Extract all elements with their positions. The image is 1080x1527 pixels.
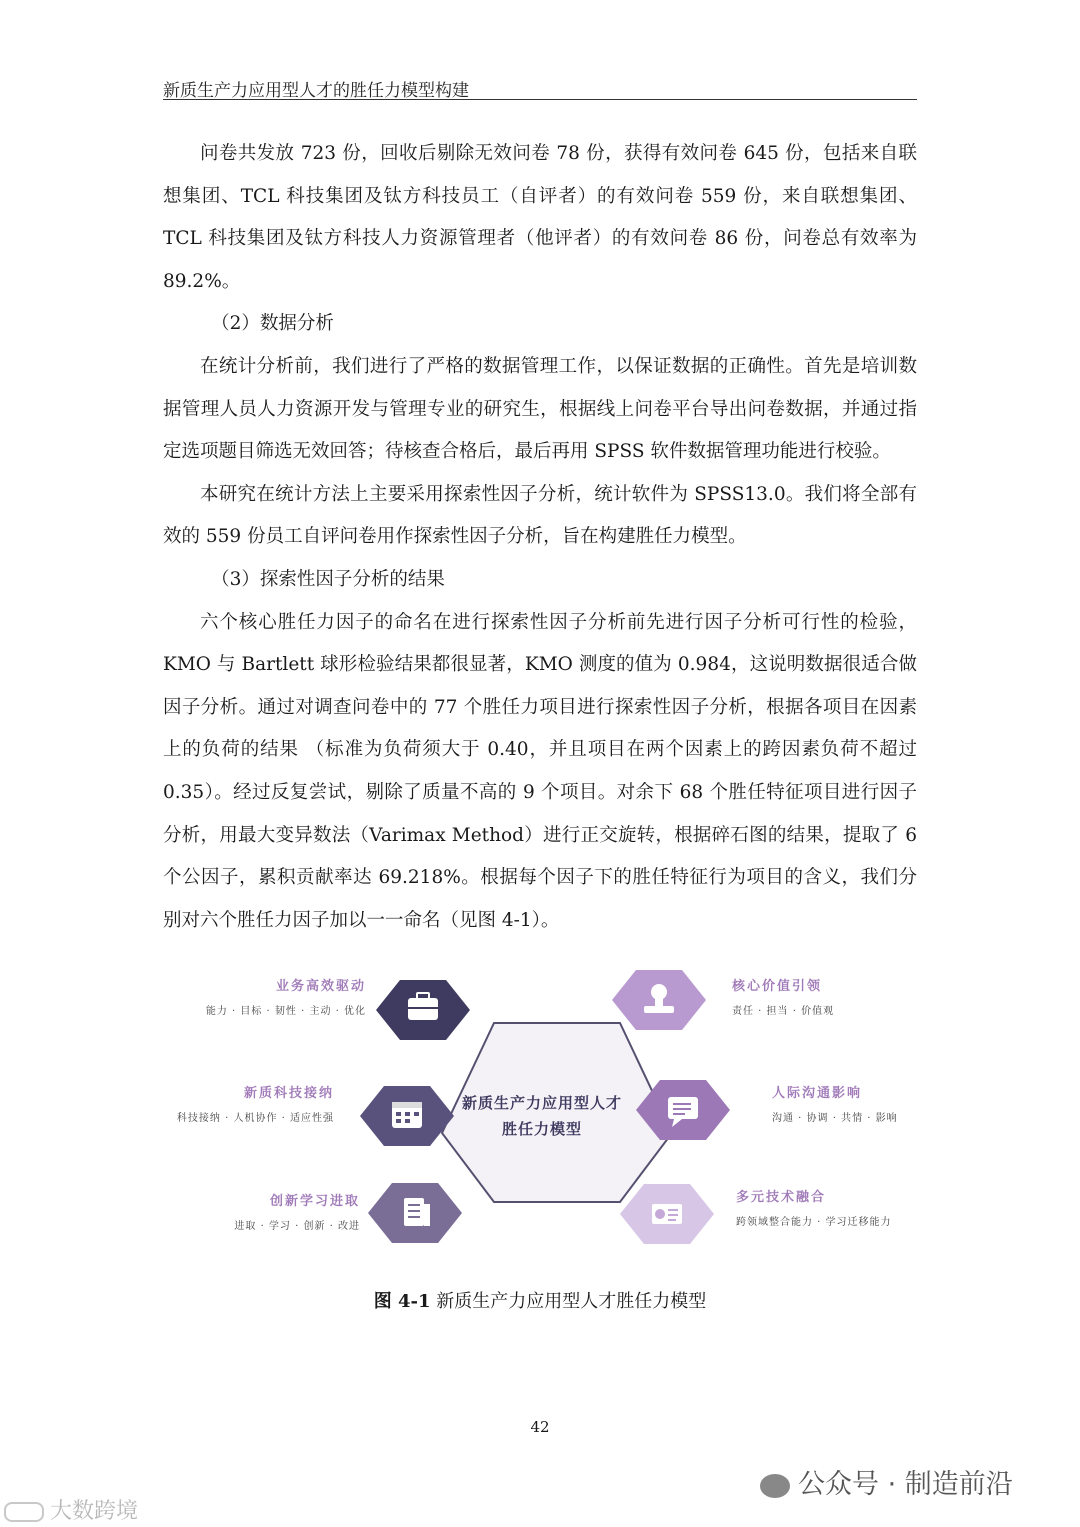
node-label-5 — [772, 1082, 898, 1124]
header-rule — [163, 99, 917, 100]
node-title-4: 核心价值引领 — [732, 979, 823, 994]
node-sub-4: 责任 · 担当 · 价值观 — [732, 1006, 835, 1017]
node-title-5: 人际沟通影响 — [772, 1086, 863, 1101]
body-text — [163, 133, 917, 942]
node-label-1 — [206, 975, 366, 1017]
node-sub-6: 跨领域整合能力 · 学习迁移能力 — [736, 1217, 892, 1228]
node-sub-3: 进取 · 学习 · 创新 · 改进 — [234, 1221, 360, 1232]
section-heading-2: （2）数据分析 — [211, 313, 334, 335]
watermark-left-text: 大数跨境 — [50, 1499, 139, 1524]
node-hex-3 — [368, 1183, 462, 1243]
figure-caption — [0, 1287, 1080, 1313]
center-label — [450, 1090, 634, 1142]
node-label-2 — [177, 1082, 334, 1124]
node-hex-6 — [620, 1184, 714, 1244]
wechat-icon — [760, 1474, 790, 1498]
node-sub-1: 能力 · 目标 · 韧性 · 主动 · 优化 — [205, 1006, 366, 1017]
node-title-1: 业务高效驱动 — [275, 979, 366, 994]
node-hex-1 — [376, 980, 470, 1040]
center-label-line2: 胜任力模型 — [501, 1120, 582, 1138]
calendar-icon — [392, 1102, 422, 1128]
watermark-logo-icon — [4, 1502, 44, 1522]
node-title-2: 新质科技接纳 — [243, 1086, 334, 1101]
paragraph-1: 问卷共发放 723 份，回收后剔除无效问卷 78 份，获得有效问卷 645 份，包括来自联想集团、TCL 科技集团及钛方科技员工（自评者）的有效问卷 559 份，来自联想集团、TCL 科技集团及钛方科技人力资源管理者（他评者）的有效问卷 86 份，问卷总有效率为 89.2%。 — [163, 143, 917, 292]
node-label-3 — [234, 1190, 360, 1232]
running-header: 新质生产力应用型人才的胜任力模型构建 — [163, 81, 469, 101]
page-number: 42 — [530, 1418, 550, 1436]
node-title-3: 创新学习进取 — [269, 1194, 360, 1209]
node-label-4 — [732, 975, 834, 1017]
paragraph-2: 在统计分析前，我们进行了严格的数据管理工作，以保证数据的正确性。首先是培训数据管理人员人力资源开发与管理专业的研究生，根据线上问卷平台导出问卷数据，并通过指定选项题目筛选无效回答；待核查合格后，最后再用 SPSS 软件数据管理功能进行校验。 — [163, 355, 917, 463]
caption-label: 图 4-1 — [373, 1291, 431, 1312]
competency-model-figure — [160, 958, 920, 1258]
node-hex-2 — [360, 1086, 454, 1146]
chart-card-icon — [652, 1204, 682, 1224]
node-label-6 — [736, 1186, 892, 1228]
section-heading-3: （3）探索性因子分析的结果 — [211, 568, 445, 590]
center-label-line1: 新质生产力应用型人才 — [461, 1094, 622, 1112]
node-sub-2: 科技接纳 · 人机协作 · 适应性强 — [176, 1113, 334, 1124]
node-title-6: 多元技术融合 — [736, 1190, 827, 1205]
paragraph-3: 本研究在统计方法上主要采用探索性因子分析，统计软件为 SPSS13.0。我们将全部有效的 559 份员工自评问卷用作探索性因子分析，旨在构建胜任力模型。 — [163, 483, 917, 548]
node-sub-5: 沟通 · 协调 · 共情 · 影响 — [772, 1113, 898, 1124]
node-hex-4 — [612, 970, 706, 1030]
paragraph-4: 六个核心胜任力因子的命名在进行探索性因子分析前先进行因子分析可行性的检验，KMO 与 Bartlett 球形检验结果都很显著，KMO 测度的值为 0.984，这说明数据很适合做因子分析。通过对调查问卷中的 77 个胜任力项目进行探索性因子分析，根据各项目在因素上的负荷的结果 （标准为负荷须大于 0.40，并且项目在两个因素上的跨因素负荷不超过 0.35）。经过反复尝试，剔除了质量不高的 9 个项目。对余下 68 个胜任特征项目进行因子分析，用最大变异数法（Varimax Method）进行正交旋转，根据碎石图的结果，提取了 6 个公因子，累积贡献率达 69.218%。根据每个因子下的胜任特征行为项目的含义，我们分别对六个胜任力因子加以一一命名（见图 4-1）。 — [163, 611, 917, 931]
watermark-right — [760, 1462, 1013, 1501]
watermark-right-text: 公众号 · 制造前沿 — [798, 1469, 1013, 1500]
caption-text: 新质生产力应用型人才胜任力模型 — [430, 1291, 707, 1312]
watermark-left — [4, 1494, 138, 1525]
